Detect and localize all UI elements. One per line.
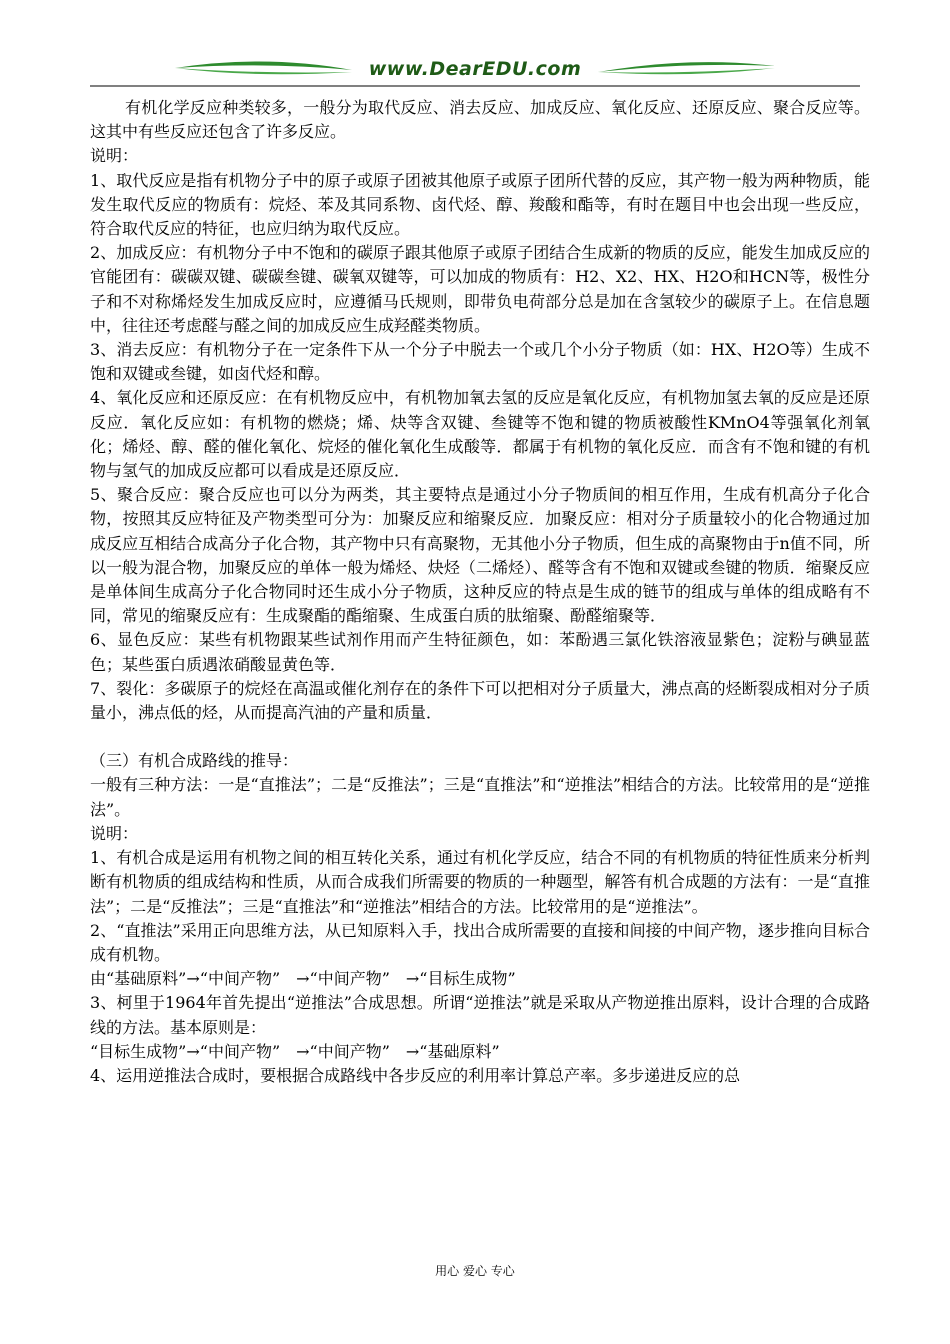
- synthesis-item-4: 4、运用逆推法合成时，要根据合成路线中各步反应的利用率计算总产率。多步递进反应的总: [90, 1065, 741, 1085]
- synthesis-item-2: 2、“直推法”采用正向思维方法，从已知原料入手，找出合成所需要的直接和间接的中间产物，逐步推向目标合成有机物。: [90, 920, 870, 964]
- reverse-route: “目标生成物”→“中间产物” →“中间产物” →“基础原料”: [90, 1041, 500, 1061]
- document-body: [90, 96, 870, 1088]
- reaction-item-color: 6、显色反应：某些有机物跟某些试剂作用而产生特征颜色，如：苯酚遇三氯化铁溶液显紫色；淀粉与碘显蓝色；某些蛋白质遇浓硝酸显黄色等．: [90, 630, 870, 674]
- reaction-item-substitution: 1、取代反应是指有机物分子中的原子或原子团被其他原子或原子团所代替的反应，其产物一般为两种物质，能发生取代反应的物质有：烷烃、苯及其同系物、卤代烃、醇、羧酸和酯等，有时在题目中也会出现一些反应，符合取代反应的特征，也应归纳为取代反应。: [90, 170, 870, 239]
- reaction-item-redox: 4、氧化反应和还原反应：在有机物反应中，有机物加氧去氢的反应是氧化反应，有机物加氢去氧的反应是还原反应．氧化反应如：有机物的燃烧；烯、炔等含双键、叁键等不饱和键的物质被酸性KMnO4等强氧化剂氧化；烯烃、醇、醛的催化氧化、烷烃的催化氧化生成酸等．都属于有机物的氧化反应．而含有不饱和键的有机物与氢气的加成反应都可以看成是还原反应．: [90, 388, 870, 481]
- page-header: [0, 48, 950, 94]
- reaction-item-elimination: 3、消去反应：有机物分子在一定条件下从一个分子中脱去一个或几个小分子物质（如：HX、H2O等）生成不饱和双键或叁键，如卤代烃和醇。: [90, 340, 870, 384]
- section1-intro: 有机化学反应种类较多，一般分为取代反应、消去反应、加成反应、氧化反应、还原反应、聚合反应等。这其中有些反应还包含了许多反应。: [90, 98, 870, 142]
- section1-note-label: 说明：: [90, 146, 139, 166]
- reaction-item-cracking: 7、裂化：多碳原子的烷烃在高温或催化剂存在的条件下可以把相对分子质量大，沸点高的烃断裂成相对分子质量小，沸点低的烃，从而提高汽油的产量和质量．: [90, 678, 870, 723]
- reaction-item-polymerization: 5、聚合反应：聚合反应也可以分为两类，其主要特点是通过小分子物质间的相互作用，生成有机高分子化合物，按照其反应特征及产物类型可分为：加聚反应和缩聚反应．加聚反应：相对分子质量较小的化合物通过加成反应互相结合成高分子化合物，其产物中只有高聚物，无其他小分子物质，但生成的高聚物由于n值不同，所以一般为混合物，加聚反应的单体一般为烯烃、炔烃（二烯烃）、醛等含有不饱和双键或叁键的物质．缩聚反应是单体间生成高分子化合物同时还生成小分子物质，这种反应的特点是生成的链节的组成与单体的组成略有不同，常见的缩聚反应有：生成聚酯的酯缩聚、生成蛋白质的肽缩聚、酚醛缩聚等．: [90, 485, 870, 626]
- section2-intro: 一般有三种方法：一是“直推法”；二是“反推法”；三是“直推法”和“逆推法”相结合的方法。比较常用的是“逆推法”。: [90, 775, 870, 819]
- section2-note-label: 说明：: [90, 823, 139, 843]
- site-logo-text: www.DearEDU.com: [368, 58, 582, 80]
- section2-heading: （三）有机合成路线的推导：: [90, 751, 299, 771]
- synthesis-item-3: 3、柯里于1964年首先提出“逆推法”合成思想。所谓“逆推法”就是采取从产物逆推出原料，设计合理的合成路线的方法。基本原则是：: [90, 993, 870, 1037]
- section-spacer: [90, 725, 870, 749]
- page-footer: 用心 爱心 专心: [435, 1264, 515, 1278]
- synthesis-item-1: 1、有机合成是运用有机物之间的相互转化关系，通过有机化学反应，结合不同的有机物质的特征性质来分析判断有机物质的组成结构和性质，从而合成我们所需要的物质的一种题型，解答有机合成题的方法有：一是“直推法”；二是“反推法”；三是“直推法”和“逆推法”相结合的方法。比较常用的是“逆推法”。: [90, 848, 870, 916]
- forward-route: 由“基础原料”→“中间产物” →“中间产物” →“目标生成物”: [90, 969, 516, 989]
- reaction-item-addition: 2、加成反应：有机物分子中不饱和的碳原子跟其他原子或原子团结合生成新的物质的反应，能发生加成反应的官能团有：碳碳双键、碳碳叁键、碳氧双键等，可以加成的物质有：H2、X2、HX、H2O和HCN等，极性分子和不对称烯烃发生加成反应时，应遵循马氏规则，即带负电荷部分总是加在含氢较少的碳原子上。在信息题中，往往还考虑醛与醛之间的加成反应生成羟醛类物质。: [90, 243, 870, 335]
